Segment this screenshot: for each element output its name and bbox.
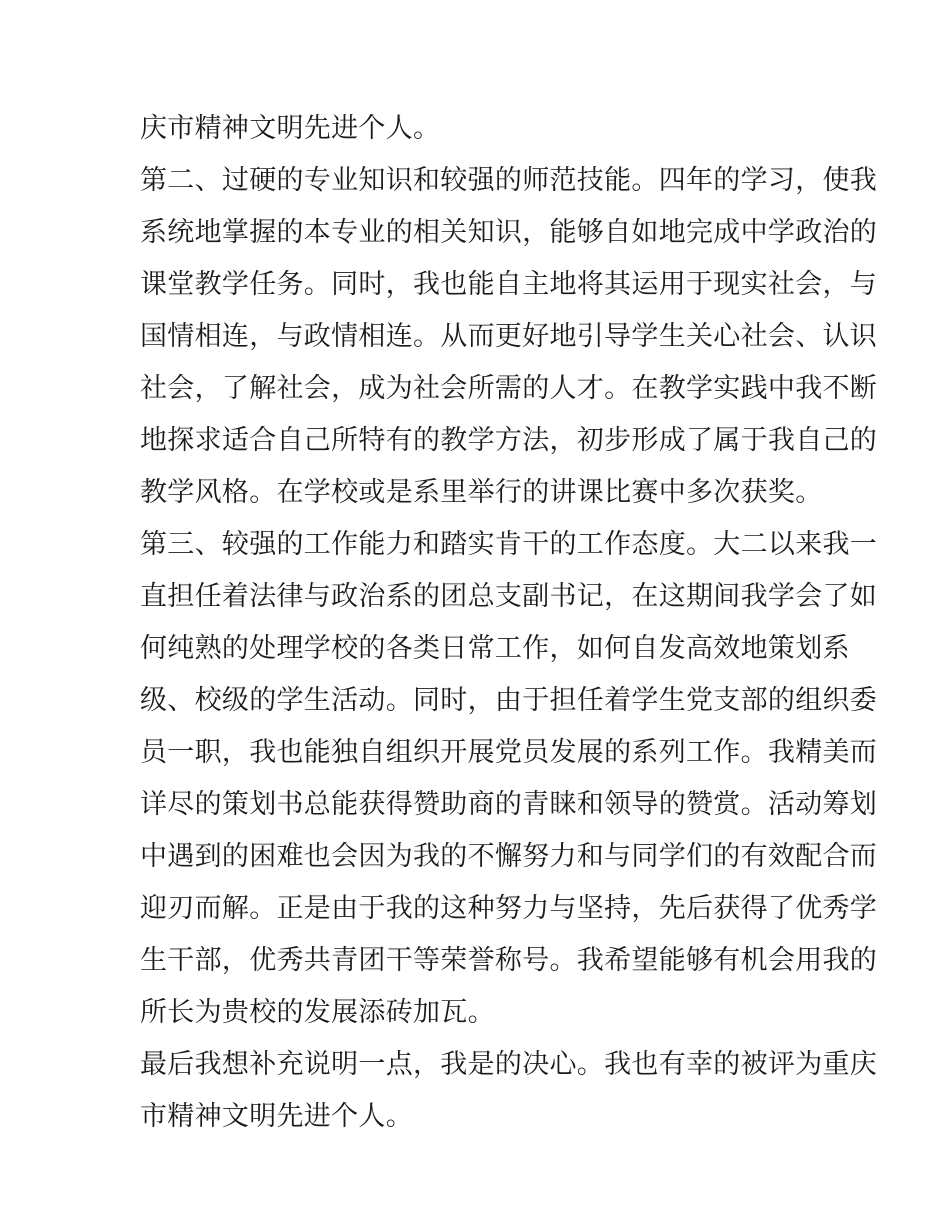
text-line: 生干部，优秀共青团干等荣誉称号。我希望能够有机会用我的: [140, 945, 878, 976]
text-line: 社会，了解社会，成为社会所需的人才。在教学实践中我不断: [140, 373, 878, 404]
text-line: 国情相连，与政情相连。从而更好地引导学生关心社会、认识: [140, 321, 878, 352]
text-line: 何纯熟的处理学校的各类日常工作，如何自发高效地策划系: [140, 633, 850, 664]
text-line: 员一职，我也能独自组织开展党员发展的系列工作。我精美而: [140, 737, 878, 768]
text-line: 中遇到的困难也会因为我的不懈努力和与同学们的有效配合而: [140, 841, 878, 872]
text-line: 课堂教学任务。同时，我也能自主地将其运用于现实社会，与: [140, 269, 878, 300]
text-line: 迎刃而解。正是由于我的这种努力与坚持，先后获得了优秀学: [140, 893, 878, 924]
text-line: 市精神文明先进个人。: [140, 1101, 413, 1132]
text-line: 教学风格。在学校或是系里举行的讲课比赛中多次获奖。: [140, 477, 823, 508]
text-line: 详尽的策划书总能获得赞助商的青睐和领导的赞赏。活动筹划: [140, 789, 878, 820]
text-line: 第三、较强的工作能力和踏实肯干的工作态度。大二以来我一: [140, 529, 878, 560]
text-line: 庆市精神文明先进个人。: [140, 113, 441, 144]
text-line: 最后我想补充说明一点，我是的决心。我也有幸的被评为重庆: [140, 1049, 878, 1080]
text-line: 地探求适合自己所特有的教学方法，初步形成了属于我自己的: [140, 425, 878, 456]
text-line: 第二、过硬的专业知识和较强的师范技能。四年的学习，使我: [140, 165, 878, 196]
text-line: 直担任着法律与政治系的团总支副书记，在这期间我学会了如: [140, 581, 878, 612]
text-line: 系统地掌握的本专业的相关知识，能够自如地完成中学政治的: [140, 217, 878, 248]
text-line: 所长为贵校的发展添砖加瓦。: [140, 997, 495, 1028]
text-line: 级、校级的学生活动。同时，由于担任着学生党支部的组织委: [140, 685, 878, 716]
